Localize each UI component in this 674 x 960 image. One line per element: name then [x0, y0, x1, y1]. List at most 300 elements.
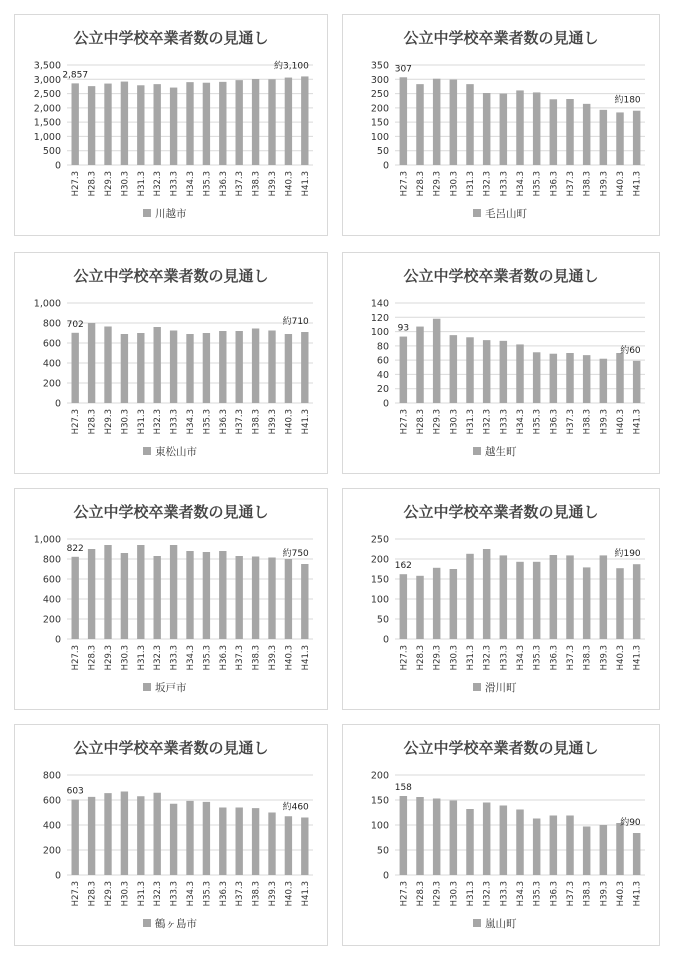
bar — [104, 545, 111, 639]
bar — [285, 816, 292, 875]
y-tick-label: 0 — [54, 634, 61, 646]
chart-title: 公立中学校卒業者数の見通し — [73, 503, 269, 521]
bar — [268, 331, 275, 404]
y-tick-label: 400 — [42, 358, 61, 370]
x-tick-label: H29.3 — [104, 645, 114, 671]
chart-panel-tsurugashima — [14, 724, 328, 946]
bar — [72, 333, 79, 403]
bar — [104, 793, 111, 875]
bar — [566, 555, 574, 639]
chart-panel-namegawa — [342, 488, 660, 710]
data-label-last: 約750 — [282, 549, 309, 559]
bar — [600, 359, 608, 403]
bar — [236, 556, 243, 639]
bar — [533, 562, 541, 639]
bar — [301, 332, 308, 403]
chart-svg — [15, 253, 327, 473]
bar — [203, 552, 210, 639]
y-tick-label: 80 — [376, 341, 389, 353]
y-tick-label: 3,500 — [33, 60, 61, 72]
bar — [583, 827, 591, 876]
x-tick-label: H33.3 — [499, 881, 510, 907]
y-tick-label: 300 — [370, 74, 389, 86]
x-tick-label: H33.3 — [499, 171, 510, 197]
bar — [236, 331, 243, 403]
bar — [268, 558, 275, 640]
x-tick-label: H40.3 — [616, 645, 626, 671]
chart-svg — [343, 489, 659, 709]
x-tick-label: H35.3 — [202, 645, 213, 671]
bar — [285, 78, 292, 165]
bar — [137, 333, 144, 403]
bar — [252, 808, 259, 875]
bar — [186, 82, 193, 165]
y-tick-label: 50 — [376, 845, 389, 857]
x-tick-label: H28.3 — [416, 881, 426, 907]
chart-panel-higashimatsuyama — [14, 252, 328, 474]
bar — [483, 803, 491, 876]
bar — [416, 797, 424, 875]
y-tick-label: 400 — [42, 594, 61, 606]
x-tick-label: H32.3 — [482, 645, 493, 671]
bar — [154, 84, 161, 165]
x-tick-label: H29.3 — [104, 171, 114, 197]
x-tick-label: H34.3 — [186, 171, 196, 197]
legend-label: 滑川町 — [485, 682, 517, 694]
x-tick-label: H36.3 — [218, 171, 229, 197]
x-tick-label: H28.3 — [416, 645, 426, 671]
bar — [72, 557, 79, 639]
x-tick-label: H37.3 — [235, 409, 246, 435]
y-tick-label: 250 — [370, 89, 389, 101]
bar — [500, 94, 508, 165]
x-tick-label: H28.3 — [87, 409, 98, 435]
bar — [301, 818, 308, 876]
x-tick-label: H39.3 — [599, 409, 610, 435]
y-tick-label: 200 — [42, 845, 61, 857]
x-tick-label: H33.3 — [169, 645, 180, 671]
bar — [633, 111, 641, 165]
y-tick-label: 150 — [370, 795, 389, 807]
bar — [550, 816, 558, 876]
bar — [433, 799, 441, 876]
legend-label: 坂戸市 — [155, 682, 187, 694]
data-label-first: 2,857 — [62, 70, 89, 81]
y-tick-label: 500 — [42, 146, 61, 158]
x-tick-label: H36.3 — [549, 645, 560, 671]
chart-title: 公立中学校卒業者数の見通し — [73, 739, 269, 757]
x-tick-label: H40.3 — [284, 409, 295, 435]
y-tick-label: 200 — [42, 378, 61, 390]
data-label-last: 約710 — [282, 317, 309, 327]
y-tick-label: 250 — [370, 534, 389, 546]
x-tick-label: H29.3 — [432, 645, 443, 671]
y-tick-label: 100 — [370, 820, 389, 832]
chart-title: 公立中学校卒業者数の見通し — [73, 29, 269, 47]
bar — [633, 361, 641, 403]
y-tick-label: 3,000 — [33, 74, 61, 86]
bar — [252, 79, 259, 165]
legend-swatch — [143, 209, 151, 217]
bar — [583, 104, 591, 165]
bar — [219, 808, 226, 876]
x-tick-label: H32.3 — [153, 645, 164, 671]
x-tick-label: H36.3 — [549, 171, 560, 197]
x-tick-label: H35.3 — [202, 881, 213, 907]
x-tick-label: H31.3 — [466, 881, 476, 907]
legend-swatch — [473, 209, 481, 217]
chart-svg — [15, 725, 327, 945]
x-tick-label: H34.3 — [516, 171, 526, 197]
bar — [550, 99, 558, 165]
x-tick-label: H40.3 — [616, 881, 626, 907]
bar — [616, 823, 624, 875]
bar — [516, 90, 524, 165]
x-tick-label: H36.3 — [218, 881, 229, 907]
bar — [600, 555, 608, 639]
chart-title: 公立中学校卒業者数の見通し — [403, 267, 599, 285]
bar — [516, 562, 524, 639]
y-tick-label: 2,500 — [33, 89, 61, 101]
x-tick-label: H28.3 — [87, 645, 98, 671]
chart-title: 公立中学校卒業者数の見通し — [403, 739, 599, 757]
chart-svg — [343, 253, 659, 473]
y-tick-label: 600 — [42, 574, 61, 586]
x-tick-label: H39.3 — [599, 645, 610, 671]
x-tick-label: H38.3 — [251, 171, 262, 197]
x-tick-label: H33.3 — [169, 409, 180, 435]
x-tick-label: H27.3 — [399, 881, 410, 907]
x-tick-label: H33.3 — [169, 881, 180, 907]
data-label-first: 158 — [394, 783, 412, 793]
x-tick-label: H41.3 — [300, 409, 311, 435]
x-tick-label: H30.3 — [449, 171, 460, 197]
chart-panel-kawagoe — [14, 14, 328, 236]
bar — [154, 327, 161, 403]
x-tick-label: H41.3 — [300, 171, 311, 197]
x-tick-label: H41.3 — [632, 409, 643, 435]
x-tick-label: H32.3 — [482, 171, 493, 197]
legend-label: 毛呂山町 — [485, 208, 527, 220]
data-label-first: 93 — [397, 323, 410, 334]
bar — [466, 809, 474, 875]
chart-svg — [15, 15, 327, 235]
bar — [104, 327, 111, 404]
x-tick-label: H33.3 — [169, 171, 180, 197]
x-tick-label: H31.3 — [136, 881, 147, 907]
x-tick-label: H37.3 — [235, 881, 246, 907]
data-label-first: 162 — [394, 561, 412, 572]
y-tick-label: 100 — [370, 327, 389, 339]
bar — [400, 77, 407, 165]
bar — [450, 801, 458, 876]
bar — [219, 331, 226, 403]
x-tick-label: H38.3 — [582, 409, 593, 435]
x-tick-label: H37.3 — [235, 171, 246, 197]
y-tick-label: 120 — [370, 312, 389, 324]
bar — [72, 800, 79, 875]
y-tick-label: 40 — [376, 369, 389, 381]
x-tick-label: H34.3 — [516, 409, 526, 435]
data-label-last: 約180 — [614, 95, 641, 106]
bar — [268, 813, 275, 876]
x-tick-label: H38.3 — [251, 881, 262, 907]
y-tick-label: 200 — [370, 103, 389, 115]
bar — [121, 82, 128, 165]
x-tick-label: H27.3 — [71, 171, 82, 197]
bar — [466, 554, 474, 639]
bar — [268, 79, 275, 165]
bar — [301, 76, 308, 165]
y-tick-label: 100 — [370, 131, 389, 143]
x-tick-label: H30.3 — [120, 409, 131, 435]
x-tick-label: H38.3 — [251, 645, 262, 671]
x-tick-label: H28.3 — [87, 881, 98, 907]
y-tick-label: 600 — [42, 338, 61, 350]
y-tick-label: 1,000 — [33, 534, 61, 546]
x-tick-label: H36.3 — [549, 881, 560, 907]
bar — [121, 334, 128, 403]
bar — [400, 796, 407, 875]
bar — [88, 323, 95, 403]
bar — [400, 574, 407, 639]
data-label-last: 約60 — [620, 345, 641, 356]
bar — [516, 344, 524, 403]
x-tick-label: H39.3 — [599, 171, 610, 197]
x-tick-label: H31.3 — [136, 409, 147, 435]
x-tick-label: H41.3 — [300, 645, 311, 671]
bar — [500, 341, 508, 403]
x-tick-label: H30.3 — [449, 409, 460, 435]
x-tick-label: H34.3 — [186, 881, 196, 907]
x-tick-label: H37.3 — [566, 409, 576, 435]
x-tick-label: H39.3 — [268, 171, 278, 197]
bar — [252, 557, 259, 640]
bar — [566, 99, 574, 165]
x-tick-label: H34.3 — [186, 645, 196, 671]
y-tick-label: 0 — [382, 634, 389, 646]
chart-panel-moroyama — [342, 14, 660, 236]
x-tick-label: H35.3 — [202, 409, 213, 435]
bar — [500, 806, 508, 876]
bar — [88, 797, 95, 875]
x-tick-label: H28.3 — [87, 171, 98, 197]
x-tick-label: H39.3 — [268, 409, 278, 435]
x-tick-label: H30.3 — [449, 645, 460, 671]
x-tick-label: H32.3 — [153, 881, 164, 907]
bar — [550, 354, 558, 403]
x-tick-label: H31.3 — [466, 409, 476, 435]
y-tick-label: 20 — [376, 384, 389, 396]
y-tick-label: 800 — [42, 770, 61, 782]
bar — [121, 553, 128, 639]
bar — [483, 549, 491, 639]
bar — [154, 793, 161, 875]
bar — [285, 559, 292, 639]
data-label-last: 約3,100 — [274, 61, 309, 72]
y-tick-label: 100 — [370, 594, 389, 606]
x-tick-label: H35.3 — [532, 881, 543, 907]
bar — [583, 355, 591, 403]
x-tick-label: H40.3 — [284, 881, 295, 907]
bar — [88, 86, 95, 165]
y-tick-label: 0 — [54, 398, 61, 410]
legend-label: 東松山市 — [155, 446, 197, 458]
bar — [137, 545, 144, 639]
bar — [104, 84, 111, 165]
y-tick-label: 800 — [42, 318, 61, 330]
bar — [285, 334, 292, 403]
y-tick-label: 200 — [370, 554, 389, 566]
x-tick-label: H37.3 — [566, 171, 576, 197]
x-tick-label: H32.3 — [153, 171, 164, 197]
y-tick-label: 2,000 — [33, 103, 61, 115]
x-tick-label: H40.3 — [616, 171, 626, 197]
bar — [416, 327, 424, 403]
x-tick-label: H40.3 — [284, 171, 295, 197]
bar — [416, 84, 424, 165]
bar — [566, 353, 574, 403]
bar — [219, 551, 226, 639]
bar — [450, 335, 458, 403]
x-tick-label: H39.3 — [268, 881, 278, 907]
x-tick-label: H33.3 — [499, 409, 510, 435]
x-tick-label: H39.3 — [599, 881, 610, 907]
x-tick-label: H30.3 — [120, 171, 131, 197]
y-tick-label: 400 — [42, 820, 61, 832]
x-tick-label: H36.3 — [218, 645, 229, 671]
chart-panel-ranzan — [342, 724, 660, 946]
y-tick-label: 1,000 — [33, 298, 61, 310]
y-tick-label: 140 — [370, 298, 389, 310]
y-tick-label: 0 — [382, 870, 389, 882]
y-tick-label: 1,500 — [33, 117, 61, 129]
bar — [170, 804, 177, 875]
bar — [466, 84, 474, 165]
x-tick-label: H27.3 — [399, 409, 410, 435]
bar — [170, 88, 177, 165]
x-tick-label: H31.3 — [466, 171, 476, 197]
x-tick-label: H27.3 — [399, 645, 410, 671]
y-tick-label: 800 — [42, 554, 61, 566]
chart-svg — [15, 489, 327, 709]
bar — [583, 567, 591, 639]
bar — [203, 802, 210, 875]
y-tick-label: 200 — [370, 770, 389, 782]
bar — [137, 796, 144, 875]
y-tick-label: 1,000 — [33, 131, 61, 143]
x-tick-label: H41.3 — [632, 645, 643, 671]
chart-panel-ogose — [342, 252, 660, 474]
bar — [137, 85, 144, 165]
x-tick-label: H39.3 — [268, 645, 278, 671]
bar — [516, 810, 524, 876]
y-tick-label: 0 — [382, 398, 389, 410]
x-tick-label: H37.3 — [566, 645, 576, 671]
bar — [416, 576, 424, 639]
y-tick-label: 50 — [376, 146, 389, 158]
chart-svg — [343, 725, 659, 945]
chart-title: 公立中学校卒業者数の見通し — [73, 267, 269, 285]
bar — [433, 79, 441, 165]
bar — [203, 333, 210, 403]
bar — [500, 555, 508, 639]
x-tick-label: H27.3 — [71, 409, 82, 435]
bar — [633, 564, 641, 639]
x-tick-label: H30.3 — [449, 881, 460, 907]
chart-panel-sakado — [14, 488, 328, 710]
bar — [600, 825, 608, 875]
data-label-first: 822 — [66, 543, 84, 554]
bar — [219, 82, 226, 165]
x-tick-label: H29.3 — [432, 409, 443, 435]
x-tick-label: H41.3 — [300, 881, 311, 907]
x-tick-label: H34.3 — [516, 645, 526, 671]
y-tick-label: 200 — [42, 614, 61, 626]
legend-swatch — [143, 919, 151, 927]
legend-swatch — [473, 447, 481, 455]
x-tick-label: H29.3 — [104, 881, 114, 907]
x-tick-label: H31.3 — [466, 645, 476, 671]
x-tick-label: H32.3 — [153, 409, 164, 435]
bar — [566, 816, 574, 876]
bar — [633, 833, 641, 875]
x-tick-label: H31.3 — [136, 645, 147, 671]
x-tick-label: H35.3 — [202, 171, 213, 197]
x-tick-label: H27.3 — [399, 171, 410, 197]
bar — [466, 337, 474, 403]
x-tick-label: H32.3 — [482, 881, 493, 907]
bar — [483, 340, 491, 403]
x-tick-label: H30.3 — [120, 881, 131, 907]
y-tick-label: 0 — [54, 870, 61, 882]
x-tick-label: H27.3 — [71, 881, 82, 907]
bar — [616, 112, 624, 165]
bar — [483, 93, 491, 165]
bar — [236, 808, 243, 876]
x-tick-label: H33.3 — [499, 645, 510, 671]
y-tick-label: 150 — [370, 574, 389, 586]
bar — [533, 819, 541, 876]
legend-swatch — [473, 919, 481, 927]
x-tick-label: H35.3 — [532, 171, 543, 197]
legend-label: 越生町 — [485, 446, 517, 458]
x-tick-label: H36.3 — [549, 409, 560, 435]
bar — [236, 80, 243, 165]
data-label-first: 307 — [394, 64, 412, 75]
bar — [72, 83, 79, 165]
bar — [121, 792, 128, 876]
bar — [600, 110, 608, 165]
chart-svg — [343, 15, 659, 235]
x-tick-label: H37.3 — [566, 881, 576, 907]
data-label-last: 約190 — [614, 549, 641, 560]
y-tick-label: 600 — [42, 795, 61, 807]
bar — [450, 569, 458, 639]
bar — [433, 568, 441, 639]
x-tick-label: H36.3 — [218, 409, 229, 435]
legend-label: 嵐山町 — [485, 918, 517, 930]
x-tick-label: H40.3 — [284, 645, 295, 671]
bar — [170, 331, 177, 404]
legend-label: 鶴ヶ島市 — [155, 918, 197, 930]
y-tick-label: 0 — [382, 160, 389, 172]
x-tick-label: H35.3 — [532, 409, 543, 435]
legend-label: 川越市 — [155, 208, 187, 220]
bar — [616, 568, 624, 639]
bar — [252, 329, 259, 404]
y-tick-label: 350 — [370, 60, 389, 72]
